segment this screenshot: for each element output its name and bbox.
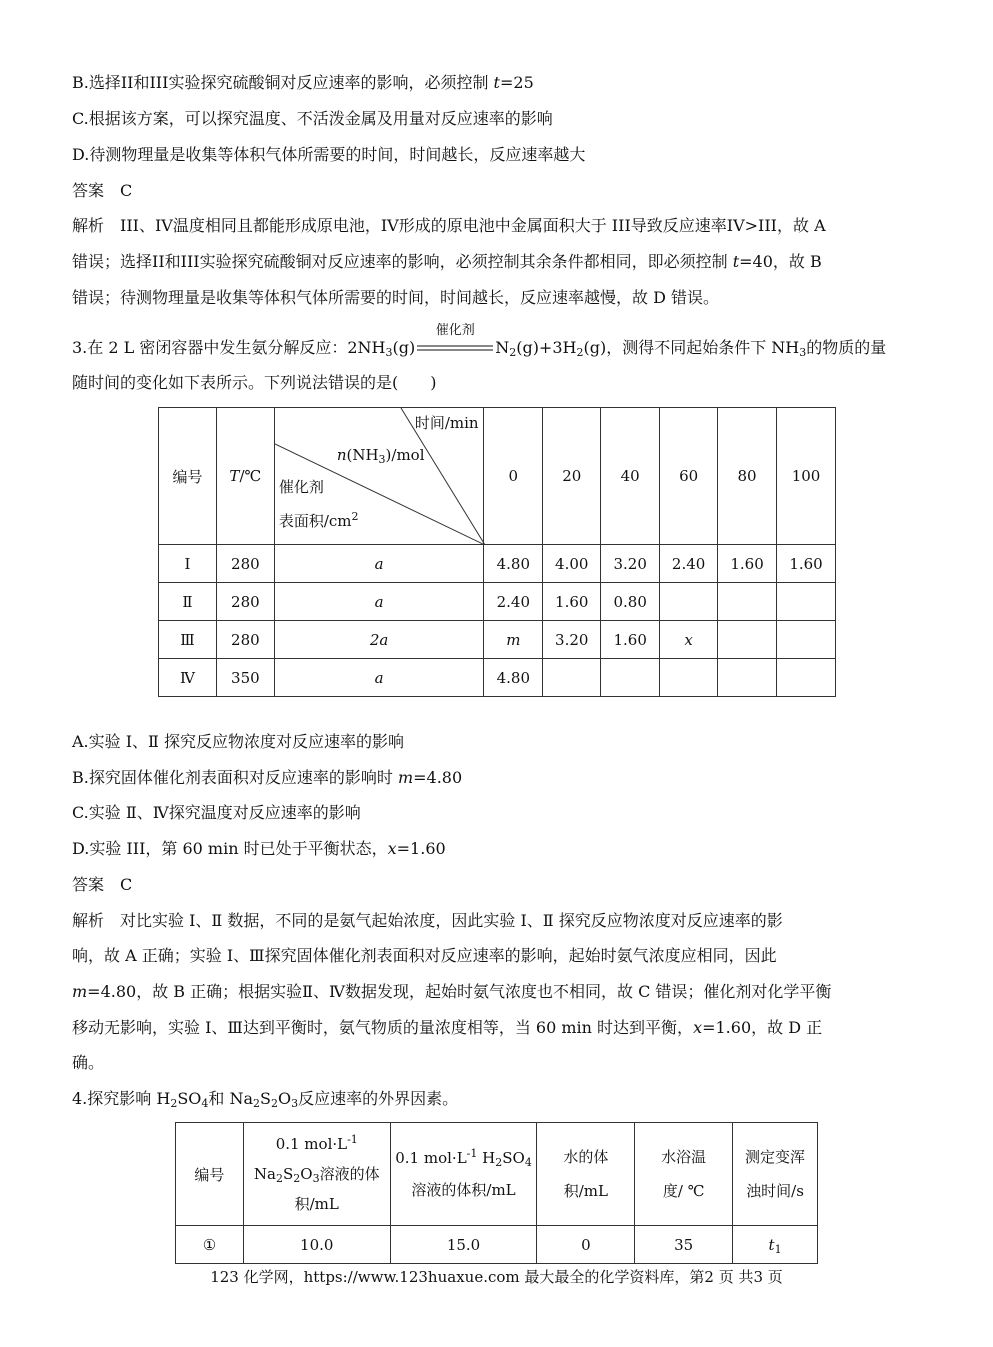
q3-analysis-3var: m: [72, 982, 88, 1001]
q4-row-na: 10.0: [243, 1226, 390, 1264]
q3-analysis-line-1: 解析 对比实验 Ⅰ、Ⅱ 数据，不同的是氨气起始浓度，因此实验 Ⅰ、Ⅱ 探究反应物浓度对反应速率的影: [72, 911, 783, 930]
q4-h2-1a: 0.1 mol·L: [395, 1149, 467, 1167]
q4-header-na: [243, 1123, 390, 1226]
header-time-20: 20: [543, 408, 601, 545]
q4-row-time: $t_1$: [733, 1226, 818, 1264]
q2-option-b-text: B.选择II和III实验探究硫酸铜对反应速率的影响，必须控制: [72, 73, 489, 92]
q2-option-c: C.根据该方案，可以探究温度、不活泼金属及用量对反应速率的影响: [72, 109, 553, 128]
header-n-b: (NH: [346, 446, 379, 464]
row-val: 2.40: [484, 583, 543, 621]
q3-stem-line-2: 随时间的变化如下表所示。下列说法错误的是( ): [72, 373, 437, 392]
q4-water-2: 积/mL: [563, 1182, 608, 1200]
q4-header-water: [537, 1123, 635, 1226]
q4-header-na-3: 积/mL: [294, 1195, 339, 1213]
row-val: 2.40: [660, 545, 718, 583]
row-id: Ⅲ: [159, 621, 217, 659]
header-id: 编号: [159, 408, 217, 545]
q4-stem-a: 4.探究影响 H: [72, 1089, 171, 1108]
row-val: [660, 659, 718, 697]
q2-analysis-line-3: 错误；待测物理量是收集等体积气体所需要的时间，时间越长，反应速率越慢，故 D 错误。: [72, 288, 720, 307]
row-id: Ⅳ: [159, 659, 217, 697]
row-val: 3.20: [601, 545, 660, 583]
header-time-0: 0: [484, 408, 543, 545]
row-val: [601, 659, 660, 697]
row-id: Ⅱ: [159, 583, 217, 621]
q3-option-b-val: =4.80: [413, 768, 463, 787]
q3-stem-1e: (g)，测得不同起始条件下 NH: [583, 338, 800, 357]
table-row: [159, 621, 836, 659]
row-temp: 280: [216, 621, 274, 659]
q4-data-table: [175, 1122, 818, 1264]
row-val: 0.80: [601, 583, 660, 621]
header-time-100: 100: [777, 408, 836, 545]
q4-header-h2so4: [390, 1123, 537, 1226]
q3-option-d: [72, 838, 446, 860]
q4-na-2d: 溶液的体: [319, 1165, 380, 1183]
q4-row-water: 0: [537, 1226, 635, 1264]
row-val: m: [484, 621, 543, 659]
q3-data-table: [158, 407, 836, 697]
q2-analysis-line-2: [72, 251, 822, 273]
q4-header-na-1-text: 0.1 mol·L: [275, 1135, 348, 1153]
row-val: 1.60: [777, 545, 836, 583]
header-cat-2-text: 表面积/cm: [278, 512, 352, 530]
row-val: [718, 621, 777, 659]
row-area: a: [274, 583, 484, 621]
q4-na-2a: Na: [253, 1165, 276, 1183]
q3-option-d-val: =1.60: [396, 839, 446, 858]
q2-analysis-2a: 错误；选择II和III实验探究硫酸铜对反应速率的影响，必须控制其余条件都相同，即必须控制: [72, 252, 728, 271]
q2-analysis-2var: t: [732, 252, 740, 271]
q4-row-h2: 15.0: [390, 1226, 537, 1264]
q3-option-a: A.实验 Ⅰ、Ⅱ 探究反应物浓度对反应速率的影响: [72, 732, 405, 751]
header-n-var: n: [336, 446, 347, 464]
row-val: 4.80: [484, 659, 543, 697]
page-footer: 123 化学网，https://www.123huaxue.com 最大最全的化学资料库，第2 页 共3 页: [210, 1268, 783, 1286]
q3-option-b-var: m: [397, 768, 414, 787]
row-temp: 350: [216, 659, 274, 697]
q2-answer: 答案 C: [72, 181, 133, 200]
q3-analysis-line-5: 确。: [72, 1053, 105, 1072]
row-val: 4.80: [484, 545, 543, 583]
row-val: 1.60: [601, 621, 660, 659]
header-n-c: )/mol: [385, 446, 425, 464]
q4-water-1: 水的体: [563, 1148, 609, 1166]
q3-stem-1d: (g)+3H: [516, 338, 577, 357]
q3-stem-1c: N: [495, 338, 510, 357]
q4-header-h2-2: 溶液的体积/mL: [411, 1181, 516, 1199]
q2-analysis-2b: =40，故 B: [739, 252, 822, 271]
q3-option-d-var: x: [387, 839, 397, 858]
row-temp: 280: [216, 583, 274, 621]
q4-header-id: 编号: [176, 1123, 244, 1226]
q4-stem: 4.探究影响 $H_2SO_4$和 $Na_2S_2O_3$反应速率的外界因素。: [72, 1089, 459, 1110]
q3-stem-1a: 3.在 2 L 密闭容器中发生氨分解反应：2NH: [72, 338, 386, 357]
header-cat-1: 催化剂: [278, 478, 324, 496]
header-cat-2: 表面积$/cm^2$: [278, 510, 359, 530]
header-n-label: $n(NH_3)$/mol: [336, 446, 425, 466]
row-val: [718, 583, 777, 621]
row-val: x: [660, 621, 718, 659]
row-val: [777, 583, 836, 621]
q4-row-time-var: t: [768, 1235, 775, 1254]
q4-header-na-2: $Na_2S_2O_3$溶液的体: [253, 1165, 380, 1185]
q2-analysis-line-1: 解析 III、IV温度相同且都能形成原电池，IV形成的原电池中金属面积大于 III导致反应速率IV>III，故 A: [72, 216, 826, 235]
q2-option-b: [72, 72, 534, 94]
row-val: [543, 659, 601, 697]
q2-option-d: D.待测物理量是收集等体积气体所需要的时间，时间越长，反应速率越大: [72, 145, 586, 164]
row-val: 1.60: [718, 545, 777, 583]
row-val: [777, 621, 836, 659]
row-id: Ⅰ: [159, 545, 217, 583]
table-row: [159, 545, 836, 583]
header-temp: T/℃: [216, 408, 274, 545]
q3-stem-1f: 的物质的量: [806, 338, 887, 357]
q4-na-2c: O: [300, 1165, 313, 1183]
q3-analysis-4var: x: [693, 1018, 703, 1037]
q3-stem-1b: (g): [392, 338, 416, 357]
q4-row-bath: 35: [635, 1226, 733, 1264]
q4-stem-c: 和 Na: [208, 1089, 254, 1108]
row-area: a: [274, 659, 484, 697]
q3-analysis-line-3: [72, 981, 831, 1003]
q4-row-id: ①: [176, 1226, 244, 1264]
header-diagonal-cell: [274, 408, 484, 545]
q3-analysis-line-4: [72, 1017, 822, 1039]
q2-option-b-val: =25: [499, 73, 534, 92]
row-val: [718, 659, 777, 697]
q4-stem-e: O: [278, 1089, 292, 1108]
table-row: [159, 659, 836, 697]
q4-time-2: 浊时间/s: [746, 1182, 804, 1200]
row-val: 3.20: [543, 621, 601, 659]
table-row: [176, 1226, 818, 1264]
row-temp: 280: [216, 545, 274, 583]
q3-option-b: [72, 767, 462, 789]
row-area: 2a: [274, 621, 484, 659]
q3-answer: 答案 C: [72, 875, 133, 894]
header-time-label: 时间/min: [414, 414, 479, 432]
row-val: 4.00: [543, 545, 601, 583]
q4-bath-1: 水浴温: [661, 1148, 707, 1166]
q4-h2-1b: H: [477, 1149, 496, 1167]
q4-time-1: 测定变浑: [745, 1148, 806, 1166]
row-val: [777, 659, 836, 697]
q4-stem-f: 反应速率的外界因素。: [298, 1089, 459, 1108]
q4-header-time: [733, 1123, 818, 1226]
q3-option-d-text: D.实验 III，第 60 min 时已处于平衡状态，: [72, 839, 388, 858]
q3-stem-line-1: 3.在 2 L 密闭容器中发生氨分解反应：$2NH_3(g)$ 催化剂 $N_2(g)+3H_2(g)$，测得不同起始条件下 $NH_3$的物质的量: [72, 337, 886, 359]
header-time-60: 60: [660, 408, 718, 545]
q3-analysis-3-text: =4.80，故 B 正确；根据实验Ⅱ、Ⅳ数据发现，起始时氨气浓度也不相同，故 C 错误；催化剂对化学平衡: [87, 982, 832, 1001]
catalyst-label: 催化剂: [435, 323, 475, 338]
header-time-40: 40: [601, 408, 660, 545]
q4-header-h2-1: 0.1 $mol\cdot L^{-1}$ $H_2SO_4$: [395, 1147, 532, 1169]
q2-option-b-var: t: [493, 73, 500, 92]
catalyst-arrow: [415, 323, 495, 359]
q4-na-2b: S: [282, 1165, 294, 1183]
row-area: a: [274, 545, 484, 583]
row-val: 1.60: [543, 583, 601, 621]
q3-analysis-4a: 移动无影响，实验 Ⅰ、Ⅲ达到平衡时，氨气物质的量浓度相等，当 60 min 时达到平衡，: [72, 1018, 694, 1037]
q3-option-c: C.实验 Ⅱ、Ⅳ探究温度对反应速率的影响: [72, 803, 361, 822]
q4-header-na-1: 0.1 $mol\cdot L^{-1}$: [275, 1133, 358, 1153]
q3-option-b-text: B.探究固体催化剂表面积对反应速率的影响时: [72, 768, 393, 787]
q4-stem-d: S: [260, 1089, 271, 1108]
q4-h2-1c: SO: [502, 1149, 525, 1167]
q3-analysis-4b: =1.60，故 D 正: [702, 1018, 823, 1037]
header-time-80: 80: [718, 408, 777, 545]
row-val: [660, 583, 718, 621]
q4-header-bath: [635, 1123, 733, 1226]
q4-stem-b: SO: [177, 1089, 202, 1108]
table-row: [159, 583, 836, 621]
q3-analysis-line-2: 响，故 A 正确；实验 Ⅰ、Ⅲ探究固体催化剂表面积对反应速率的影响，起始时氨气浓度应相同，因此: [72, 946, 777, 965]
q4-bath-2: 度/ ℃: [662, 1182, 705, 1200]
